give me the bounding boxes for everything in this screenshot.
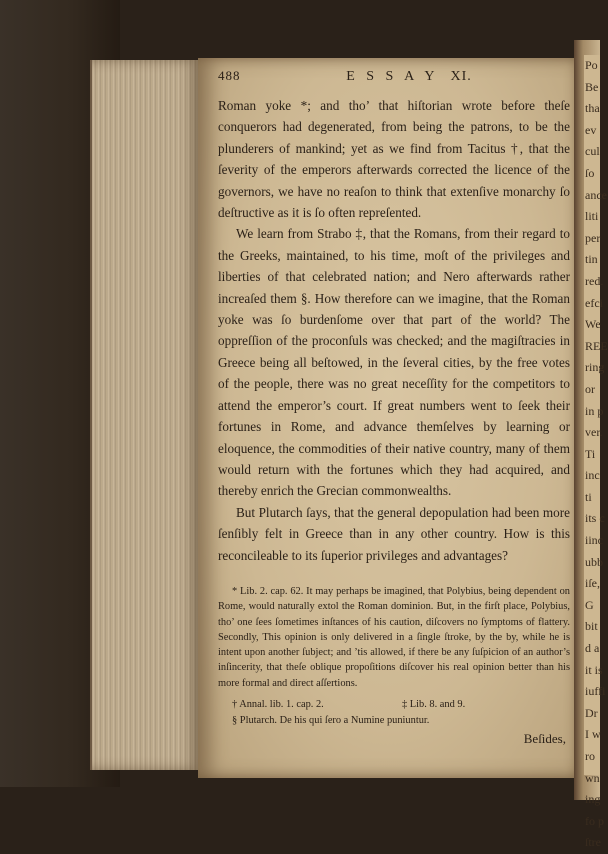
facing-page-line: per <box>585 230 601 245</box>
facing-page-line: bit <box>585 619 598 634</box>
facing-page-line: We <box>585 317 601 332</box>
facing-page-line: Ti <box>585 446 596 461</box>
facing-page-line: Be <box>585 79 599 94</box>
paragraph-3: But Plutarch ſays, that the general depopulation had been more ſenſibly felt in Greece than in any other country. How is this reconcileable to its ſuperior privileges and advantages? <box>218 504 570 563</box>
footnote-refs <box>218 697 570 713</box>
facing-page-line: ing <box>585 792 601 807</box>
facing-page-line: wn <box>585 770 600 785</box>
facing-page-line: ubb <box>585 554 603 569</box>
facing-page-line: it is <box>585 662 603 677</box>
facing-page-line: red. <box>585 273 604 288</box>
facing-page-line: Dr <box>585 705 598 720</box>
facing-page-line: ſtre <box>585 835 601 850</box>
facing-page-line: iuffi <box>585 684 606 699</box>
page-text <box>218 68 570 747</box>
facing-page-line: I w <box>585 727 601 742</box>
facing-page-line: inc <box>585 468 600 483</box>
page-number: 488 <box>218 68 241 83</box>
paragraph-2: We learn from Strabo ‡, that the Romans, from their regard to the Greeks, maintained, to his time, moſt of the privileges and liberties of that celebrated nation; and Nero afterwards rather increaſed them §. How therefore can we imagine, that the Roman yoke was ſo burdenſome over that part of the world? The oppreſſion of the proconſuls was checked; and the magiſtracies in Greece being all beſtowed, in the ſeveral cities, by the free votes of the people, there was no great neceſſity for the competitors to attend the emperor’s court. If great numbers went to ſeek their fortunes in Rome, and advance themſelves by learning or eloquence, the commodities of their native country, many of them would return with the fortunes which they had acquired, and thereby enrich the Grecian commonwealths. <box>218 226 570 499</box>
facing-page-fragment <box>584 55 608 850</box>
footnote-section: § Plutarch. De his qui ſero a Numine puniuntur. <box>232 715 430 727</box>
facing-page-line: tha <box>585 101 600 116</box>
catchword: Beſides, <box>523 731 566 747</box>
running-header <box>218 68 570 85</box>
facing-page-line: ring <box>585 360 605 375</box>
facing-page-line: iinc <box>585 533 603 548</box>
facing-page-line: liti <box>585 209 599 224</box>
facing-page-line: its c <box>585 511 605 526</box>
facing-page-line: ti <box>585 489 592 504</box>
essay-number: XI. <box>450 69 472 84</box>
facing-page-line: or <box>585 381 595 396</box>
facing-page-line: fo p <box>585 813 604 828</box>
facing-page-line: tin <box>585 252 598 267</box>
facing-page-line: ance <box>585 187 607 202</box>
facing-page-line: ver. <box>585 425 603 440</box>
facing-page-line: ev <box>585 122 597 137</box>
facing-page-line: d a <box>585 641 600 656</box>
facing-page-line: in p <box>585 403 604 418</box>
facing-page-line: REE <box>585 338 608 353</box>
footnote-star: * Lib. 2. cap. 62. It may perhaps be imagined, that Polybius, being dependent on Rome, would naturally extol the Roman dominion. But, in the firſt place, Polybius, tho’ one ſees ſometimes inſtances of his caution, diſcovers no ſymptoms of flattery. Secondly, This opinion is only delivered in a ſingle ſtroke, by the by, while he is intent upon another ſubject; and ’tis allowed, if there be any ſuſpicion of an author’s inſincerity, that theſe oblique propoſitions diſcover his real opinion better than his more formal and direct aſſertions. <box>218 585 570 689</box>
footnote-dagger: † Annal. lib. 1. cap. 2. <box>232 699 324 711</box>
paragraph-1: Roman yoke *; and tho’ that hiſtorian wrote before theſe conquerors had degenerated, from being the patrons, to be the plunderers of mankind; yet as we find from Tacitus †, that the ſeverity of the emperors afterwards corrected the licence of the governors, we have no reaſon to think that extenſive monarchy ſo deſtructive as it is ſo often repreſented. <box>218 98 570 221</box>
facing-page-line: iſe, <box>585 576 600 591</box>
facing-page-line: ſo <box>585 165 595 180</box>
facing-page-line: cul <box>585 144 600 159</box>
facing-page-line: efci <box>585 295 603 310</box>
essay-title: E S S A Y <box>346 69 439 84</box>
footnote-ddagger: ‡ Lib. 8. and 9. <box>402 699 466 711</box>
facing-page-line: G <box>585 597 594 612</box>
page-stack-edge <box>90 60 202 770</box>
facing-page-line: ro <box>585 749 595 763</box>
facing-page-line: Po <box>585 58 598 72</box>
running-title <box>278 69 570 85</box>
